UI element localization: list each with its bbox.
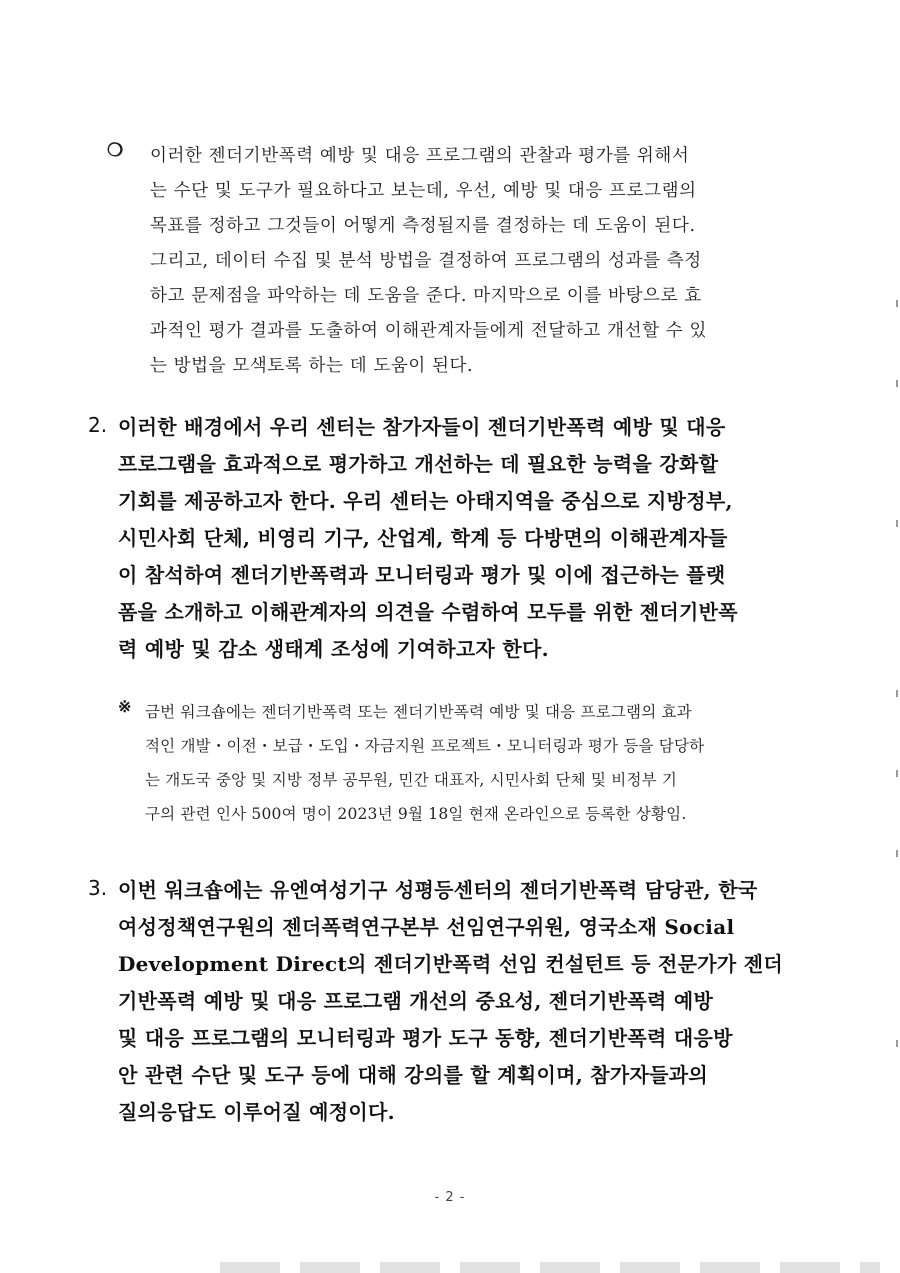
paragraph-line: 기회를 제공하고자 한다. 우리 센터는 아태지역을 중심으로 지방정부, — [118, 489, 733, 513]
note-marker: ※ — [118, 697, 132, 716]
bullet-line: 는 수단 및 도구가 필요하다고 보는데, 우선, 예방 및 대응 프로그램의 — [150, 181, 697, 201]
page-number: - 2 - — [434, 1190, 466, 1205]
edge-mark — [896, 520, 898, 527]
paragraph-line: Development Direct의 젠더기반폭력 선임 컨설턴트 등 전문가가 젠더 — [118, 952, 783, 976]
paragraph-line: 안 관련 수단 및 도구 등에 대해 강의를 할 계획이며, 참가자들과의 — [118, 1063, 709, 1087]
paragraph-3-number: 3. — [88, 876, 108, 900]
bullet-line: 그리고, 데이터 수집 및 분석 방법을 결정하여 프로그램의 성과를 측정 — [150, 251, 702, 271]
note-line: 적인 개발・이전・보급・도입・자금지원 프로젝트・모니터링과 평가 등을 담당하 — [145, 737, 705, 755]
paragraph-line: 이번 워크숍에는 유엔여성기구 성평등센터의 젠더기반폭력 담당관, 한국 — [118, 878, 758, 902]
paragraph-line: 및 대응 프로그램의 모니터링과 평가 도구 동향, 젠더기반폭력 대응방 — [118, 1026, 733, 1050]
edge-mark — [896, 850, 898, 857]
paragraph-line: 시민사회 단체, 비영리 기구, 산업계, 학계 등 다방면의 이해관계자들 — [118, 526, 728, 550]
bottom-scan-strip — [220, 1262, 880, 1273]
paragraph-line: 기반폭력 예방 및 대응 프로그램 개선의 중요성, 젠더기반폭력 예방 — [118, 989, 714, 1013]
bullet-line: 과적인 평가 결과를 도출하여 이해관계자들에게 전달하고 개선할 수 있 — [150, 321, 707, 341]
paragraph-line: 질의응답도 이루어질 예정이다. — [118, 1100, 395, 1124]
paragraph-2-number: 2. — [88, 413, 108, 437]
edge-mark — [896, 1040, 898, 1047]
edge-mark — [896, 690, 898, 697]
circle-bullet-marker: ❍ — [107, 140, 124, 161]
note-line: 는 개도국 중앙 및 지방 정부 공무원, 민간 대표자, 시민사회 단체 및 비정부 기 — [145, 771, 678, 789]
paragraph-line: 이 참석하여 젠더기반폭력과 모니터링과 평가 및 이에 접근하는 플랫 — [118, 563, 726, 587]
bullet-line: 하고 문제점을 파악하는 데 도움을 준다. 마지막으로 이를 바탕으로 효 — [150, 286, 702, 306]
note-line: 금번 워크숍에는 젠더기반폭력 또는 젠더기반폭력 예방 및 대응 프로그램의 효과 — [145, 703, 692, 721]
bullet-line: 는 방법을 모색토록 하는 데 도움이 된다. — [150, 356, 474, 376]
bullet-line: 이러한 젠더기반폭력 예방 및 대응 프로그램의 관찰과 평가를 위해서 — [150, 146, 690, 166]
paragraph-line: 여성정책연구원의 젠더폭력연구본부 선임연구위원, 영국소재 Social — [118, 915, 735, 939]
paragraph-line: 폼을 소개하고 이해관계자의 의견을 수렴하여 모두를 위한 젠더기반폭 — [118, 600, 738, 624]
edge-mark — [896, 770, 898, 777]
paragraph-line: 력 예방 및 감소 생태계 조성에 기여하고자 한다. — [118, 637, 549, 661]
edge-mark — [896, 380, 898, 387]
bullet-line: 목표를 정하고 그것들이 어떻게 측정될지를 결정하는 데 도움이 된다. — [150, 216, 696, 236]
note-line: 구의 관련 인사 500여 명이 2023년 9월 18일 현재 온라인으로 등록한 상황임. — [145, 805, 687, 823]
paragraph-line: 이러한 배경에서 우리 센터는 참가자들이 젠더기반폭력 예방 및 대응 — [118, 415, 726, 439]
paragraph-line: 프로그램을 효과적으로 평가하고 개선하는 데 필요한 능력을 강화할 — [118, 452, 719, 476]
edge-mark — [896, 300, 898, 307]
